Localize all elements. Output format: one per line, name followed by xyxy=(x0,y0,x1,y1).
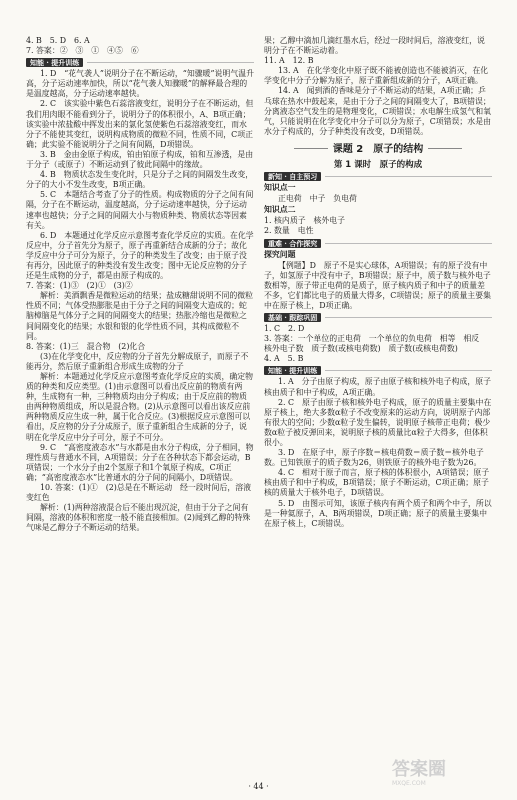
answer-paragraph: 10. 答案：(1)① (2)总是在不断运动 经一段时间后，溶液变红色 xyxy=(26,483,252,503)
answer-paragraph: 5. C 本题结合考查了分子的性质。构成物质的分子之间有间隔，分子在不断运动，温度越高，分子运动速率越快，分子运动速率也越快；分子之间的间隔大小与物质种类、物质状态等因素有关。 xyxy=(26,190,254,230)
answer-paragraph: (3)在化学变化中，反应物的分子首先分解成原子，而原子不能再分，然后原子重新组合形成生成物的分子 xyxy=(26,351,249,371)
answer-paragraph: 7. 答案：(1)③ (2)① (3)② xyxy=(26,281,133,291)
answer-paragraph: 1. D “花气袭人”说明分子在不断运动，“知骤暖”说明气温升高，分子运动速率加快，所以“花气袭人知骤暖”的解释最合理的是温度越高，分子运动速率越快。 xyxy=(26,69,254,99)
lesson-title-text: 课题 2 原子的结构 xyxy=(332,143,424,155)
answer-paragraph: 2. C 原子由原子核和核外电子构成，原子的质量主要集中在原子核上，绝大多数α粒子不改变原来的运动方向，说明原子内部有很大的空间；少数α粒子发生偏转，说明原子核带正电荷；极少数α粒子被反弹回来，说明原子核的质量比α粒子大得多，但体积很小。 xyxy=(264,397,492,447)
section-header xyxy=(264,313,492,322)
section-label: 新知 · 自主预习 xyxy=(264,172,321,181)
section-header xyxy=(264,366,492,375)
title-rule-right xyxy=(428,148,462,149)
answer-paragraph: 解析：(1)两种溶液混合后不能出现沉淀，但由于分子之间有间隔，溶液的体积和密度一般不能直接相加。(2)闻到乙醇的特殊气味是乙醇分子不断运动的结果。 xyxy=(26,503,251,533)
knowledge-point-label: 探究问题 xyxy=(264,249,296,259)
section-rule xyxy=(87,62,254,63)
knowledge-point-label: 知识点一 xyxy=(264,183,296,193)
knowledge-point-label: 知识点二 xyxy=(264,205,296,215)
watermark-logo xyxy=(392,760,512,796)
answer-paragraph: 6. D 本题通过化学反应示意图考查化学反应的实质。在化学反应中，分子首先分为原子，原子再重新结合成新的分子；故化学反应中分子可分为原子，分子的种类发生了改变；由于原子没有再分，因此原子的种类没有发生改变；图中无论反应物的分子还是生成物的分子，都是由原子构成的。 xyxy=(26,230,254,281)
answer-paragraph: 正电荷 中子 负电荷 xyxy=(278,194,357,204)
answer-paragraph: 4. A 5. B xyxy=(264,354,304,364)
watermark-text: 答案圈 xyxy=(392,759,446,780)
title-rule-left xyxy=(294,148,328,149)
answer-paragraph: 1. A 分子由原子构成，原子由原子核和核外电子构成，原子核由质子和中子构成，A项正确。 xyxy=(264,377,492,397)
section-header xyxy=(26,58,254,67)
section-label: 重难 · 合作探究 xyxy=(264,239,321,248)
answer-paragraph: 解析：美酒飘香是微粒运动的结果；盐成糖甜说明不同的微粒性质不同；气体受热膨胀是由于分子之间的间隔变大造成的；蛇脑樟脑是气体分子之间的间隔变大的结果；热胀冷缩也是微粒之间间隔变化的结果；水银和银的化学性质不同，其构成微粒不同。 xyxy=(26,291,254,341)
section-header xyxy=(264,239,492,248)
watermark-url: MXQE.COM xyxy=(392,780,426,787)
answer-paragraph: 8. 答案：(1)三 混合物 (2)化合 xyxy=(26,341,146,351)
section-rule xyxy=(325,243,492,244)
answer-paragraph: 7. 答案：② ③ ① ④⑤ ⑥ xyxy=(26,46,139,56)
answer-paragraph: 4. B 物质状态发生变化时，只是分子之间的间隔发生改变，分子的大小不发生改变，B项正确。 xyxy=(26,170,254,190)
answer-paragraph: 14. A 闻到酒的香味是分子不断运动的结果，A项正确；乒乓球在热水中鼓起来，是由于分子之间的间隔变大了，B项错误；分离液态空气发生的是物理变化，C项错误；水电解生成氢气和氧气，只能说明在化学变化中分子可以分为原子，C项错误；水是由水分子构成的，分子种类没有改变，D项错误。 xyxy=(264,86,491,136)
right-column-bottom xyxy=(264,172,492,529)
section-rule xyxy=(325,370,492,371)
right-column xyxy=(264,36,492,529)
answer-paragraph: 11. A 12. B xyxy=(264,56,314,66)
answer-paragraph: 3. 答案：一个单位的正电荷 一个单位的负电荷 相等 相反 核外电子数 质子数(或核电荷数) 质子数(或核电荷数) xyxy=(264,334,488,354)
section-rule xyxy=(325,317,492,318)
page-number: · 44 · xyxy=(248,782,269,791)
answer-paragraph: 2. 数量 电性 xyxy=(264,226,314,236)
answer-paragraph: 5. D 由图示可知，该原子核内有两个质子和两个中子，所以是一种氦原子，A、B两项错误，D项正确；原子的质量主要集中在原子核上，C项错误。 xyxy=(264,498,492,528)
answer-paragraph: 果；乙醇中滴加几滴红墨水后，经过一段时间后，溶液变红，说明分子在不断运动着。 xyxy=(264,36,485,56)
lesson-title xyxy=(264,143,492,157)
answer-paragraph: 3. B 金由金原子构成，铂由铂原子构成，铂和互渗透，是由于分子（或原子）不断运动到了彼此间隔中的缘故。 xyxy=(26,149,254,170)
answer-paragraph: 解析：本题通过化学反应示意图考查化学反应的实质，确定物质的种类和反应类型。(1)由示意图可以看出反应前的物质有两种，生成物有一种，三种物质均由分子构成；由于反应前的物质由两种物质组成，所以是混合物。(2)从示意图可以看出该反应前两种物质反应生成一种，属于化合反应。(3)根据反应示意图可以看出，反应物的分子分成原子，原子重新组合生成新的分子，说明在化学反应中分子可分，原子不可分。 xyxy=(26,372,254,442)
answer-paragraph: 2. C 该实验中紫色石蕊溶液变红，说明分子在不断运动，但我们用肉眼不能看到分子，说明分子的体积很小，A、B项正确；该实验中浓盐酸中挥发出来的氯化氢使紫色石蕊溶液变红，而水分子不能使其变红，说明构成物质的微粒不同，性质不同，C项正确；此实验不能说明分子之间有间隔，D项错误。 xyxy=(26,99,254,149)
answer-paragraph: 1. 核内质子 核外电子 xyxy=(264,216,346,226)
section-label: 知能 · 提升训练 xyxy=(264,366,321,375)
answer-paragraph: 4. B 5. D 6. A xyxy=(26,36,90,45)
section-header xyxy=(264,172,492,181)
lesson-subtitle: 第 1 课时 原子的构成 xyxy=(333,159,423,170)
left-column xyxy=(26,36,254,534)
answer-paragraph: 【例题】D 原子不是实心球体，A项错误；有的原子没有中子，如氢原子中没有中子，B项错误；原子中，质子数与核外电子数相等，原子带正电荷的是质子，原子核内质子和中子的质量差不多，它们都比电子的质量大得多，C项错误；原子的质量主要集中在原子核上，D项正确。 xyxy=(264,260,491,310)
section-label: 基础 · 跟踪巩固 xyxy=(264,313,321,322)
answer-paragraph: 13. A 在化学变化中原子既不能被创造也不能被消灭，在化学变化中分子分解为原子，原子重新组成新的分子，A项正确。 xyxy=(264,66,489,86)
answer-paragraph: 9. C “高密度液态水”与水都是由水分子构成，分子相同，物理性质与普通水不同，A项错误；分子在各种状态下都会运动，B项错误；一个水分子由2个氢原子和1个氧原子构成，C项正确；“高密度液态水”比普通水的分子间的间隔小，D项错误。 xyxy=(26,442,254,482)
section-label: 知能 · 提升训练 xyxy=(26,58,83,67)
section-rule xyxy=(325,176,492,177)
answer-paragraph: 4. C 相对于原子而言，原子核的体积很小，A项错误；原子核由质子和中子构成，B项错误；原子不断运动，C项正确；原子核的质量大于核外电子，D项错误。 xyxy=(264,468,490,498)
answer-paragraph: 3. D 在原子中，原子序数＝核电荷数＝质子数＝核外电子数。已知铁原子的质子数为26，则铁原子的核外电子数为26。 xyxy=(264,448,484,468)
right-column-top xyxy=(264,36,492,137)
answer-paragraph: 1. C 2. D xyxy=(264,324,305,334)
